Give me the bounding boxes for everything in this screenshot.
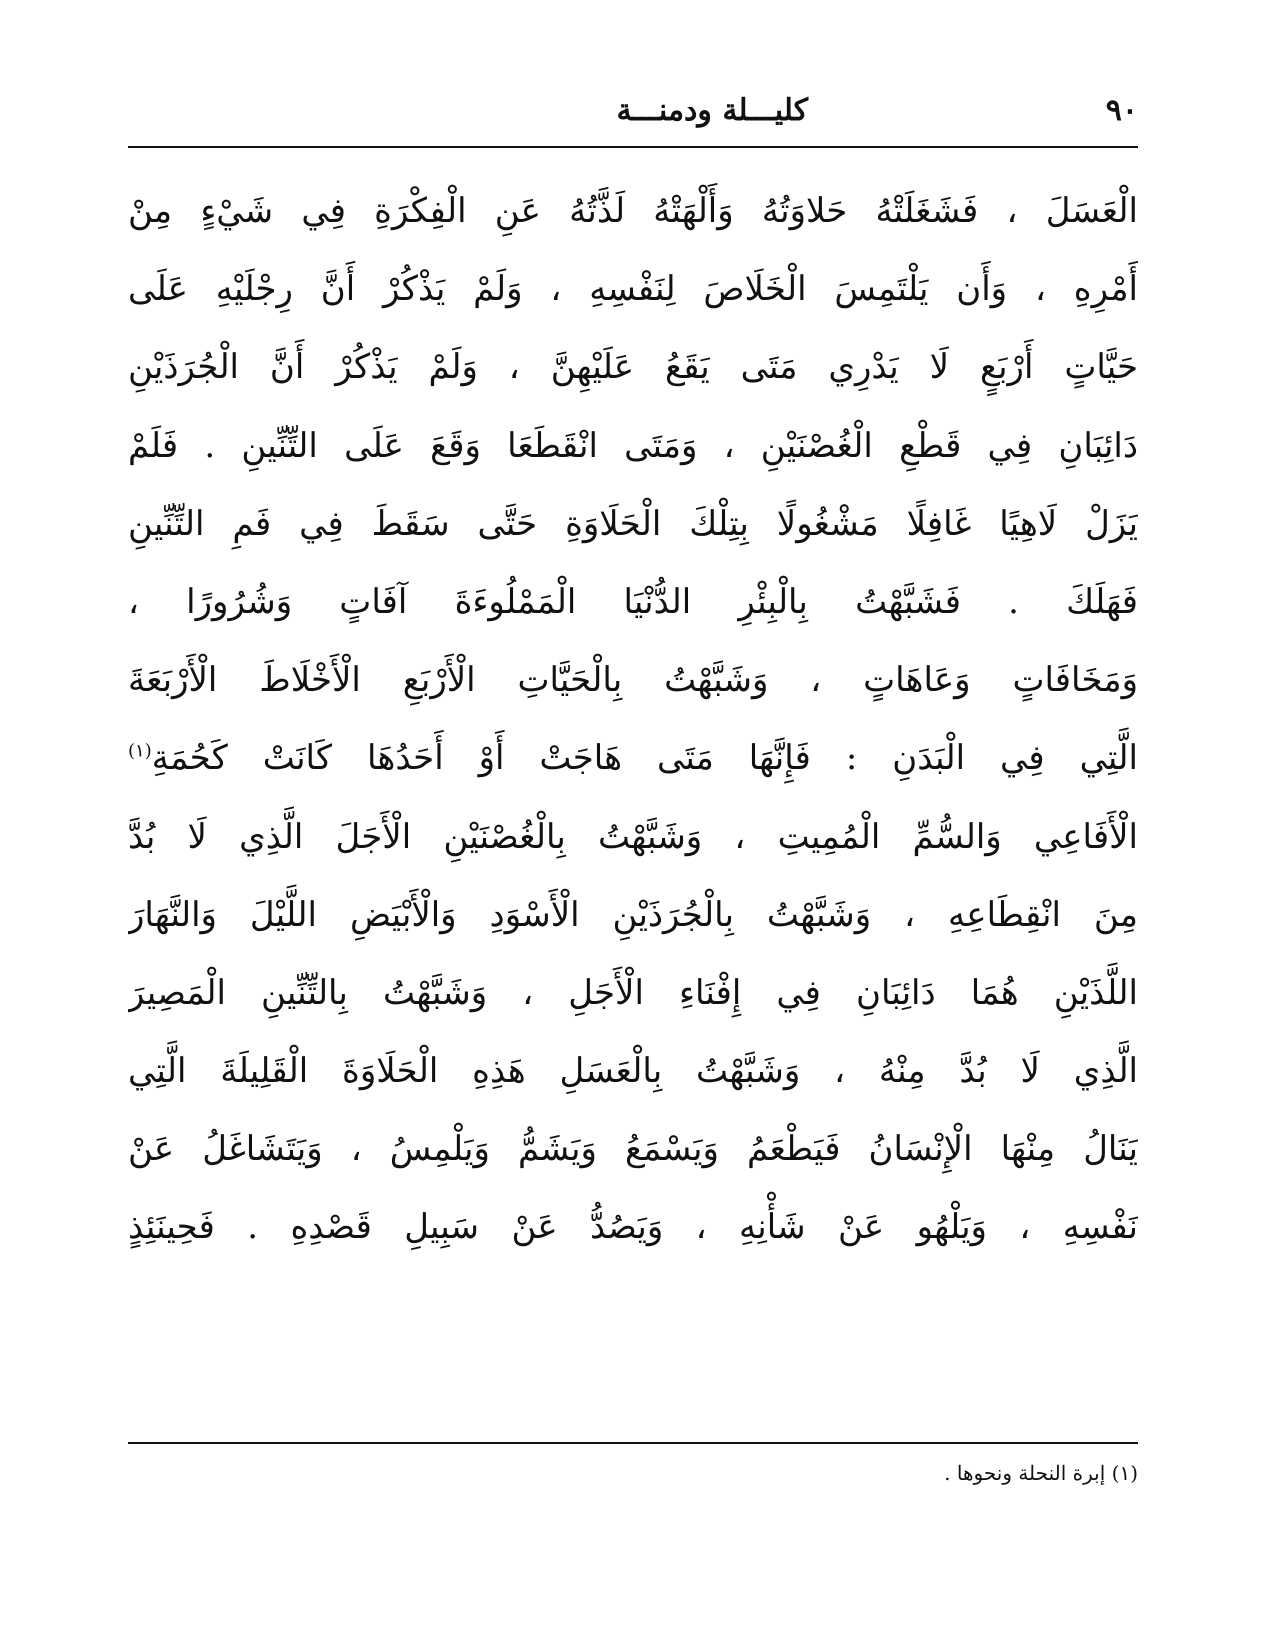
line-text: الَّتِي فِي الْبَدَنِ : فَإِنَّهَا مَتَى هَاجَتْ أَوْ أَحَدُهَا كَانَتْ كَحُمَةِ [151, 738, 1138, 779]
text-line-with-footnote [128, 719, 1138, 797]
body-text [128, 172, 1138, 1267]
footnote: (١) إبرة النحلة ونحوها . [944, 1461, 1138, 1485]
text-line: الَّذِي لَا بُدَّ مِنْهُ ، وَشَبَّهْتُ بِالْعَسَلِ هَذِهِ الْحَلَاوَةَ الْقَلِيلَةَ الَّتِي [128, 1051, 1138, 1092]
text-line: دَائِبَانِ فِي قَطْعِ الْغُصْنَيْنِ ، وَمَتَى انْقَطَعَا وَقَعَ عَلَى التِّنِّينِ . فَلَمْ [128, 425, 1138, 466]
text-line: الْعَسَلَ ، فَشَغَلَتْهُ حَلاوَتُهُ وَأَلْهَتْهُ لَذَّتُهُ عَنِ الْفِكْرَةِ فِي شَيْءٍ مِنْ [128, 191, 1138, 231]
text-line: فَهَلَكَ . فَشَبَّهْتُ بِالْبِئْرِ الدُّنْيَا الْمَمْلُوءَةَ آفَاتٍ وَشُرُورًا ، [128, 581, 1138, 622]
text-line: الْأَفَاعِي وَالسُّمِّ الْمُمِيتِ ، وَشَبَّهْتُ بِالْغُصْنَيْنِ الْأَجَلَ الَّذِي لَا بُدَّ [128, 816, 1138, 857]
page-header [128, 88, 1138, 138]
footnote-marker: (١) [128, 740, 152, 762]
page-number: ٩٠ [1105, 93, 1138, 128]
text-line: اللَّذَيْنِ هُمَا دَائِبَانِ فِي إِفْنَاءِ الْأَجَلِ ، وَشَبَّهْتُ بِالتِّنِّينِ الْمَصِيرَ [128, 972, 1138, 1013]
text-line: نَفْسِهِ ، وَيَلْهُو عَنْ شَأْنِهِ ، وَيَصُدُّ عَنْ سَبِيلِ قَصْدِهِ . فَحِينَئِذٍ [128, 1207, 1138, 1248]
footnote-rule [128, 1442, 1138, 1444]
text-line: وَمَخَافَاتٍ وَعَاهَاتٍ ، وَشَبَّهْتُ بِالْحَيَّاتِ الْأَرْبَعِ الْأَخْلَاطَ الْأَرْبَعَةَ [128, 660, 1138, 701]
text-line: يَزَلْ لَاهِيًا غَافِلًا مَشْغُولًا بِتِلْكَ الْحَلَاوَةِ حَتَّى سَقَطَ فِي فَمِ التِّنِّينِ [128, 503, 1138, 544]
text-line: حَيَّاتٍ أَرْبَعٍ لَا يَدْرِي مَتَى يَقَعُ عَلَيْهِنَّ ، وَلَمْ يَذْكُرْ أَنَّ الْجُرَذَيْنِ [128, 347, 1138, 388]
text-line: مِنَ انْقِطَاعِهِ ، وَشَبَّهْتُ بِالْجُرَذَيْنِ الْأَسْوَدِ وَالْأَبْيَضِ اللَّيْلَ وَالنَّهَارَ [128, 894, 1138, 935]
header-rule [128, 146, 1138, 148]
running-title: كليـــلة ودمنـــة [616, 93, 808, 128]
text-line: أَمْرِهِ ، وَأَن يَلْتَمِسَ الْخَلَاصَ لِنَفْسِهِ ، وَلَمْ يَذْكُرْ أَنَّ رِجْلَيْهِ عَلَى [128, 269, 1138, 310]
text-line: يَنَالُ مِنْهَا الْإِنْسَانُ فَيَطْعَمُ وَيَسْمَعُ وَيَشَمُّ وَيَلْمِسُ ، وَيَتَشَاغَلُ عَنْ [128, 1129, 1138, 1170]
